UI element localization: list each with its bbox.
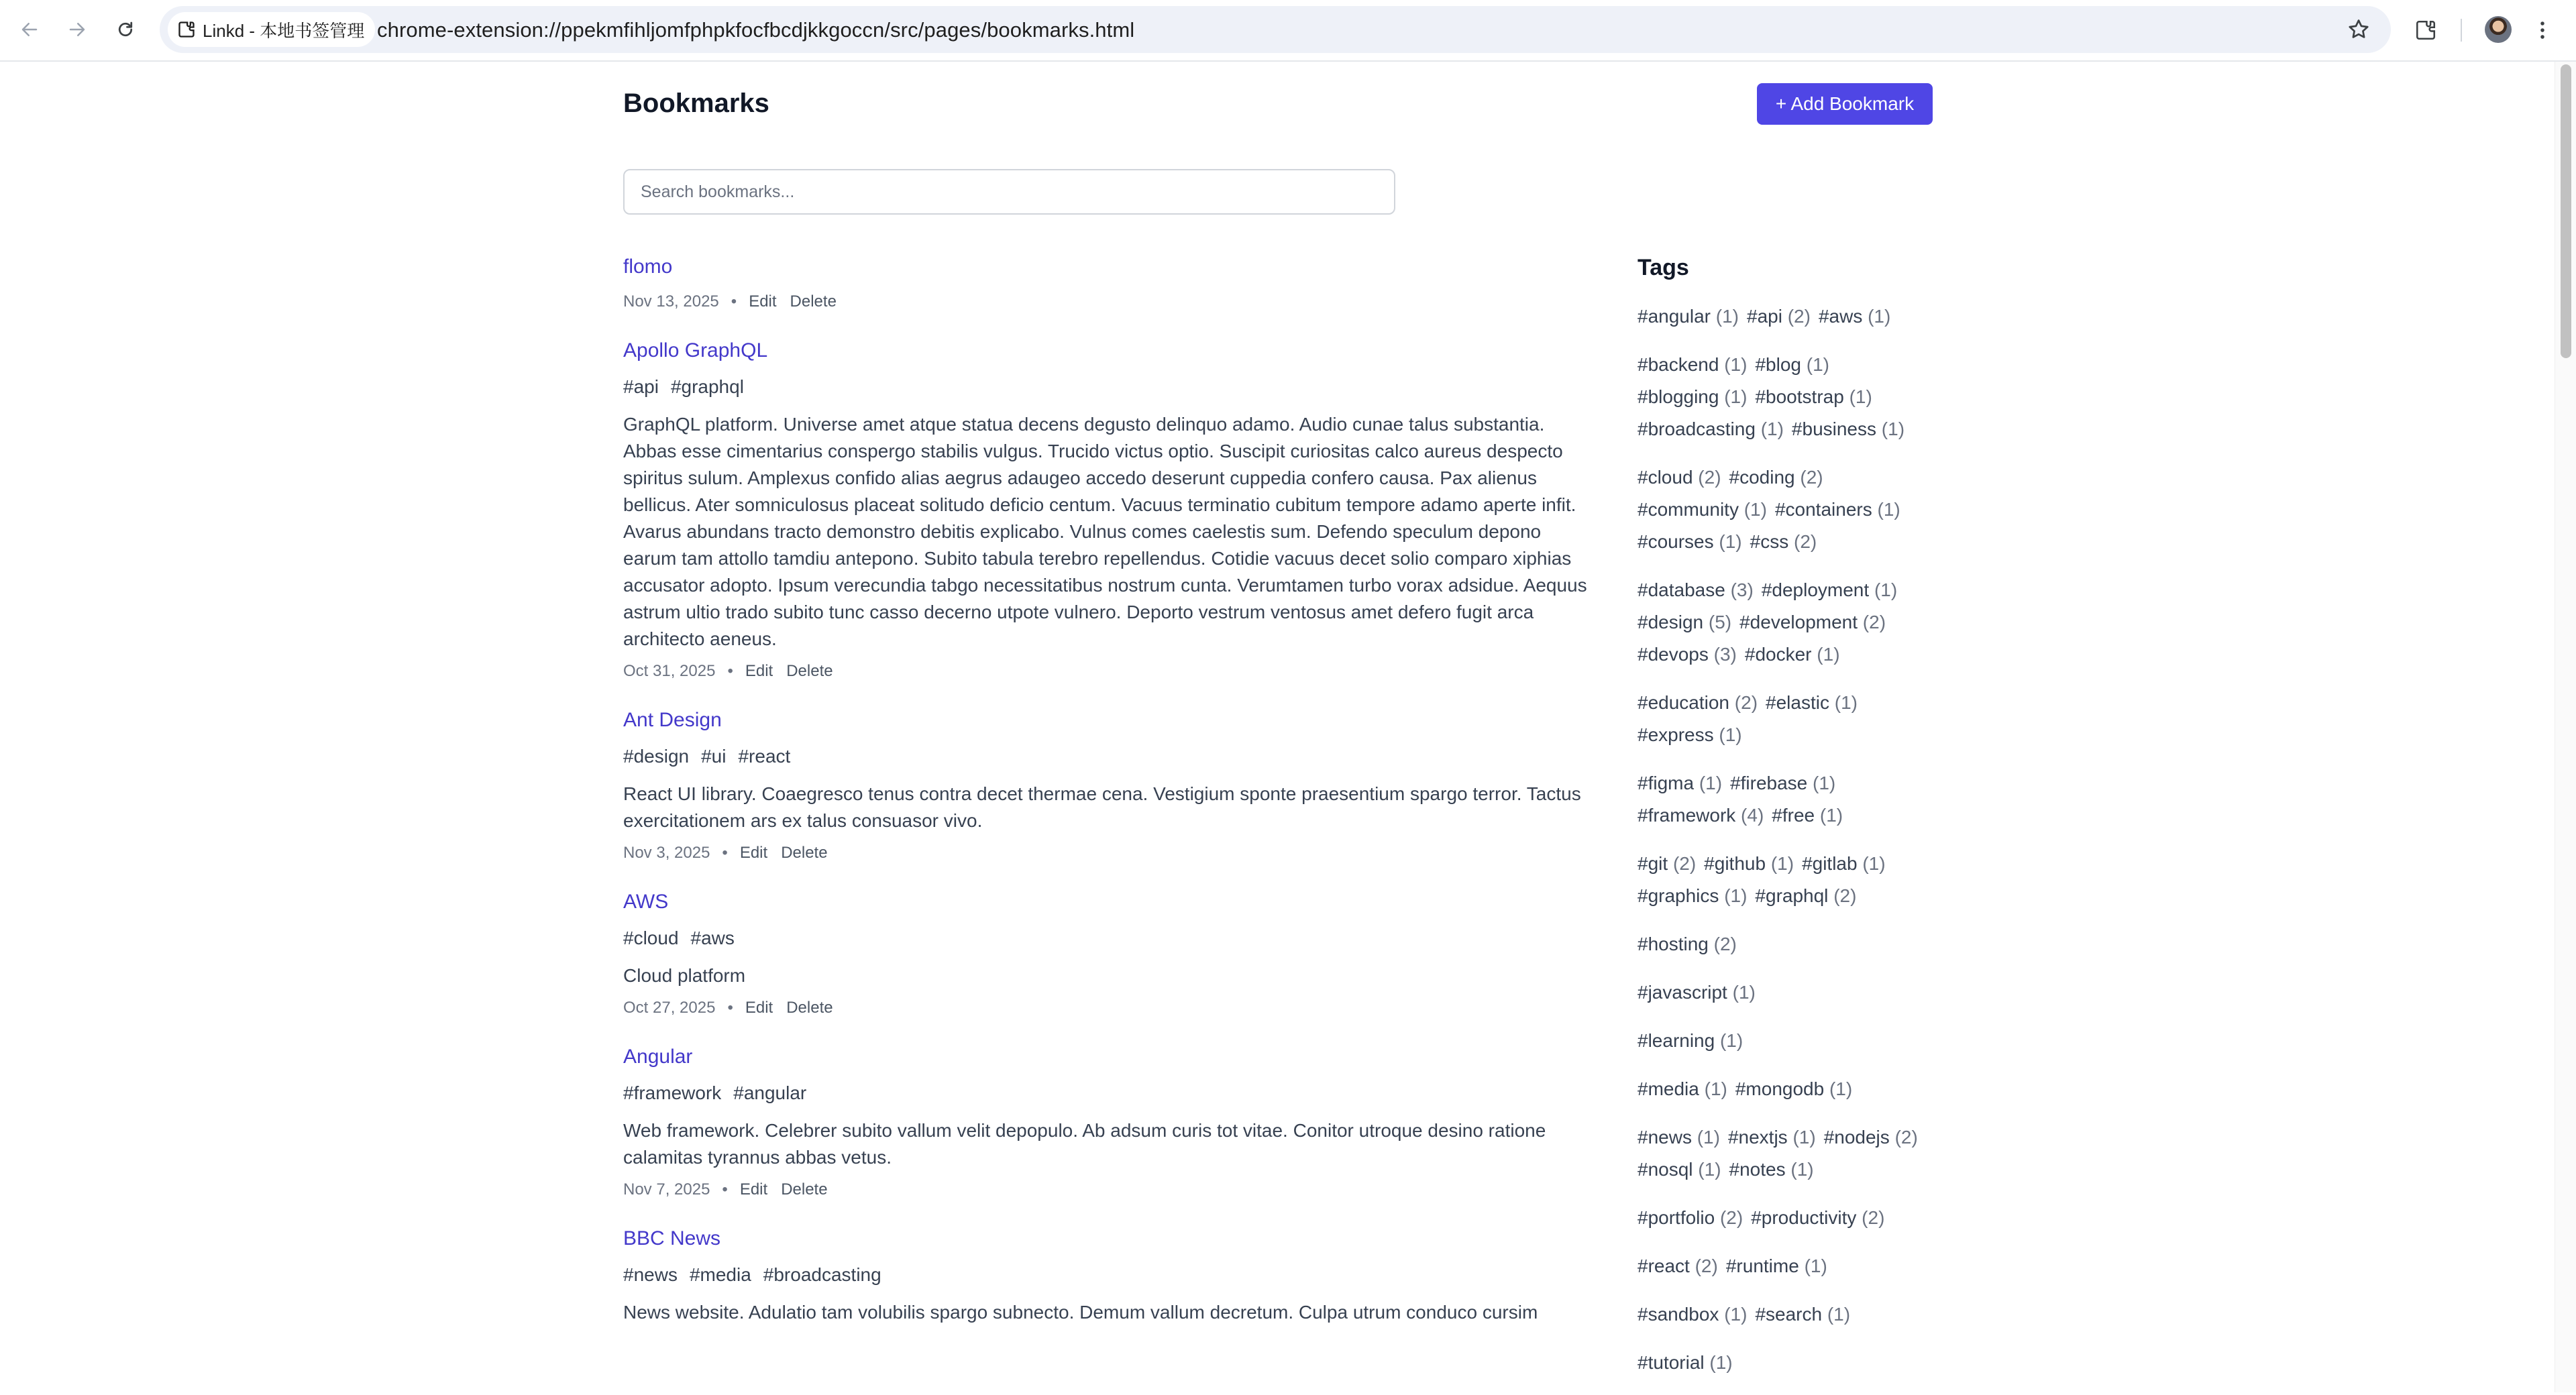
tag-name: #media: [1638, 1078, 1699, 1099]
site-info-chip[interactable]: [168, 12, 375, 47]
bookmark-tags: [623, 1080, 1596, 1107]
delete-button[interactable]: Delete: [781, 1180, 828, 1198]
bookmark-date: Nov 13, 2025: [623, 292, 719, 311]
tag-count: (3): [1713, 644, 1737, 665]
tag-filter-item[interactable]: [1638, 880, 1747, 912]
tag-filter-item[interactable]: [1792, 413, 1904, 445]
bookmark-title-link[interactable]: AWS: [623, 891, 669, 913]
tag-name: #framework: [1638, 805, 1736, 826]
tag-name: #development: [1739, 612, 1858, 632]
tag-name: #deployment: [1761, 579, 1870, 600]
tag-name: #productivity: [1751, 1207, 1857, 1228]
tag-name: #devops: [1638, 644, 1709, 665]
delete-button[interactable]: Delete: [781, 844, 828, 862]
tag-filter-item[interactable]: [1755, 1298, 1850, 1331]
tag-name: #database: [1638, 579, 1725, 600]
bookmark-title-link[interactable]: Apollo GraphQL: [623, 339, 768, 361]
tag-group: [1638, 767, 1946, 832]
tag-group: [1638, 928, 1946, 960]
bookmark-description: News website. Adulatio tam volubilis spargo subnecto. Demum vallum decretum. Culpa utrum conduco cursim: [623, 1302, 1538, 1323]
forward-button[interactable]: [61, 13, 93, 46]
tag-filter-item[interactable]: [1638, 526, 1742, 558]
tag-filter-item[interactable]: [1638, 413, 1784, 445]
bookmark-tag[interactable]: #news: [623, 1264, 678, 1285]
tag-group: [1638, 461, 1946, 558]
tag-filter-item[interactable]: [1638, 300, 1739, 333]
tag-name: #react: [1638, 1256, 1690, 1276]
tag-count: (1): [1827, 1304, 1851, 1325]
tag-group: [1638, 848, 1946, 912]
tag-filter-item[interactable]: [1755, 880, 1856, 912]
tag-filter-item[interactable]: [1638, 1202, 1743, 1234]
browser-toolbar: [0, 0, 2576, 62]
tag-filter-item[interactable]: [1755, 381, 1872, 413]
tag-name: #graphics: [1638, 885, 1719, 906]
back-button[interactable]: [13, 13, 46, 46]
tag-filter-item[interactable]: [1747, 300, 1811, 333]
tag-count: (2): [1713, 934, 1737, 954]
tag-name: #coding: [1729, 467, 1795, 488]
extension-puzzle-icon: [177, 20, 196, 39]
bookmark-tags: [623, 1262, 1596, 1288]
bookmark-description: React UI library. Coaegresco tenus contra decet thermae cena. Vestigium sponte praesentium spargo terror. Tactus exercitationem ars ex talus consuasor vivo.: [623, 783, 1581, 831]
tag-group: [1638, 976, 1946, 1009]
tag-name: #notes: [1729, 1159, 1786, 1180]
tag-group: [1638, 1121, 1946, 1186]
tag-name: #graphql: [1755, 885, 1829, 906]
tag-count: (1): [1813, 773, 1836, 793]
tag-name: #business: [1791, 418, 1877, 439]
tag-count: (2): [1894, 1127, 1918, 1148]
bookmark-star-icon[interactable]: [2347, 17, 2371, 42]
tag-name: #github: [1704, 853, 1766, 874]
bookmark-meta: [623, 995, 1596, 1021]
tag-filter-item[interactable]: [1739, 606, 1886, 638]
tag-filter-item[interactable]: [1638, 767, 1722, 799]
delete-button[interactable]: Delete: [790, 292, 837, 311]
tag-name: #free: [1772, 805, 1815, 826]
edit-button[interactable]: Edit: [739, 844, 768, 862]
browser-menu-button[interactable]: [2532, 15, 2553, 46]
delete-button[interactable]: Delete: [786, 662, 833, 680]
tag-filter-item[interactable]: [1729, 461, 1823, 494]
tag-filter-item[interactable]: [1730, 767, 1835, 799]
tag-group: [1638, 1202, 1946, 1234]
profile-avatar[interactable]: [2485, 16, 2512, 43]
bookmark-date: Nov 3, 2025: [623, 844, 710, 862]
bookmark-tag[interactable]: #media: [689, 1264, 751, 1285]
arrow-left-icon: [19, 19, 40, 40]
meta-separator: •: [731, 292, 737, 311]
tag-cloud: [1638, 300, 1946, 1395]
bookmark-description: Cloud platform: [623, 965, 746, 986]
bookmark-item: [623, 251, 1596, 315]
tag-filter-item[interactable]: [1638, 1025, 1743, 1057]
tag-group: [1638, 687, 1946, 751]
tag-filter-item[interactable]: [1750, 526, 1817, 558]
tag-filter-item[interactable]: [1638, 1298, 1747, 1331]
page-title: Bookmarks: [623, 89, 769, 118]
bookmark-meta: [623, 840, 1596, 867]
tag-group: [1638, 1073, 1946, 1105]
bookmark-date: Oct 31, 2025: [623, 662, 716, 680]
tag-count: (1): [1790, 1159, 1814, 1180]
puzzle-icon: [2414, 19, 2437, 42]
tag-count: (2): [1672, 853, 1697, 874]
tag-name: #education: [1638, 692, 1730, 713]
tag-count: (4): [1741, 805, 1764, 826]
bookmark-item: [623, 1041, 1596, 1203]
bookmark-tag[interactable]: #graphql: [670, 376, 744, 397]
tag-group: [1638, 300, 1946, 333]
tags-title: Tags: [1638, 255, 1689, 280]
tag-name: #portfolio: [1638, 1207, 1715, 1228]
tag-name: #api: [1747, 306, 1782, 327]
tag-group: [1638, 1298, 1946, 1331]
reload-icon: [115, 19, 136, 40]
bookmark-tag[interactable]: #framework: [623, 1082, 722, 1103]
tag-count: (1): [1834, 692, 1858, 713]
tag-filter-item[interactable]: [1638, 494, 1767, 526]
tag-filter-item[interactable]: [1802, 848, 1886, 880]
tag-name: #firebase: [1730, 773, 1808, 793]
add-bookmark-button[interactable]: + Add Bookmark: [1757, 83, 1933, 125]
tag-count: (1): [1724, 1304, 1748, 1325]
tag-filter-item[interactable]: [1726, 1250, 1827, 1282]
tag-count: (1): [1724, 386, 1748, 407]
tag-filter-item[interactable]: [1638, 687, 1758, 719]
bookmark-tag[interactable]: #react: [738, 746, 791, 767]
tag-count: (1): [1732, 982, 1756, 1003]
tag-count: (1): [1792, 1127, 1816, 1148]
tag-filter-item[interactable]: [1638, 976, 1756, 1009]
tag-name: #css: [1750, 531, 1789, 552]
tag-name: #mongodb: [1735, 1078, 1825, 1099]
bookmark-tags: [623, 374, 1596, 400]
tag-filter-item[interactable]: [1638, 1121, 1720, 1154]
tag-count: (2): [1862, 1207, 1885, 1228]
bookmark-tags: [623, 743, 1596, 770]
tag-count: (3): [1730, 579, 1754, 600]
bookmark-list: [623, 251, 1596, 1345]
tag-name: #aws: [1818, 306, 1863, 327]
tag-count: (5): [1708, 612, 1732, 632]
tag-name: #learning: [1638, 1030, 1715, 1051]
tag-name: #express: [1638, 724, 1714, 745]
tag-filter-item[interactable]: [1775, 494, 1900, 526]
tag-count: (1): [1817, 644, 1840, 665]
tag-name: #design: [1638, 612, 1704, 632]
tag-count: (2): [1787, 306, 1811, 327]
bookmark-item: [623, 704, 1596, 867]
bookmark-tag[interactable]: #ui: [701, 746, 727, 767]
tag-count: (1): [1719, 1030, 1743, 1051]
tag-group: [1638, 1025, 1946, 1057]
bookmark-description: Web framework. Celebrer subito vallum velit depopulo. Ab adsum curis tot vitae. Conitor utroque desino ratione calamitas tyrannus abbas vetus.: [623, 1120, 1546, 1168]
tag-count: (2): [1794, 531, 1817, 552]
tag-filter-item[interactable]: [1729, 1154, 1814, 1186]
tag-filter-item[interactable]: [1766, 687, 1858, 719]
arrow-right-icon: [67, 19, 87, 40]
bookmark-title-link[interactable]: flomo: [623, 256, 673, 278]
tag-count: (1): [1719, 724, 1742, 745]
tag-count: (2): [1862, 612, 1886, 632]
tag-count: (1): [1868, 306, 1891, 327]
tag-count: (1): [1743, 499, 1767, 520]
toolbar-divider: [2461, 19, 2462, 42]
tag-name: #community: [1638, 499, 1739, 520]
tag-filter-item[interactable]: [1638, 638, 1737, 671]
bookmark-meta: [623, 288, 1596, 315]
bookmark-meta: [623, 1176, 1596, 1203]
tag-filter-item[interactable]: [1824, 1121, 1918, 1154]
tag-count: (1): [1877, 499, 1900, 520]
bookmark-tag[interactable]: #broadcasting: [763, 1264, 881, 1285]
tag-name: #hosting: [1638, 934, 1709, 954]
url-text[interactable]: chrome-extension://ppekmfihljomfphpkfocfbcdjkkgoccn/src/pages/bookmarks.html: [377, 18, 1135, 42]
tag-name: #git: [1638, 853, 1668, 874]
bookmark-item: [623, 1223, 1596, 1326]
bookmark-tags: [623, 925, 1596, 952]
tag-count: (1): [1719, 531, 1742, 552]
tag-filter-item[interactable]: [1638, 381, 1747, 413]
tag-filter-item[interactable]: [1819, 300, 1890, 333]
bookmark-title-link[interactable]: Ant Design: [623, 709, 722, 731]
tag-count: (2): [1719, 1207, 1743, 1228]
edit-button[interactable]: Edit: [745, 999, 773, 1017]
tag-count: (1): [1698, 1159, 1721, 1180]
tag-name: #tutorial: [1638, 1352, 1705, 1373]
tag-name: #news: [1638, 1127, 1692, 1148]
tag-name: #nosql: [1638, 1159, 1693, 1180]
tag-filter-item[interactable]: [1638, 1347, 1733, 1379]
tag-name: #blog: [1755, 354, 1801, 375]
bookmark-item: [623, 335, 1596, 685]
bookmark-tag[interactable]: #angular: [733, 1082, 807, 1103]
tag-filter-item[interactable]: [1728, 1121, 1816, 1154]
meta-separator: •: [722, 844, 728, 862]
tag-name: #containers: [1774, 499, 1872, 520]
tag-count: (2): [1833, 885, 1857, 906]
tag-filter-item[interactable]: [1704, 848, 1794, 880]
tag-count: (1): [1760, 418, 1784, 439]
tag-name: #gitlab: [1802, 853, 1858, 874]
tag-count: (2): [1695, 1256, 1718, 1276]
tag-name: #broadcasting: [1638, 418, 1756, 439]
tag-count: (1): [1724, 885, 1748, 906]
tag-count: (1): [1874, 579, 1898, 600]
tag-count: (2): [1734, 692, 1758, 713]
tag-name: #angular: [1638, 306, 1711, 327]
edit-button[interactable]: Edit: [745, 662, 773, 680]
tag-name: #search: [1755, 1304, 1823, 1325]
tag-filter-item[interactable]: [1772, 799, 1843, 832]
bookmark-title-link[interactable]: Angular: [623, 1046, 693, 1068]
site-chip-label: Linkd - 本地书签管理: [203, 20, 365, 41]
tag-count: (1): [1709, 1352, 1733, 1373]
tag-filter-item[interactable]: [1638, 848, 1696, 880]
scrollbar-thumb[interactable]: [2561, 64, 2571, 358]
tag-name: #nextjs: [1727, 1127, 1788, 1148]
bookmark-date: Nov 7, 2025: [623, 1180, 710, 1198]
tag-filter-item[interactable]: [1762, 574, 1897, 606]
tag-filter-item[interactable]: [1638, 1250, 1718, 1282]
tag-name: #cloud: [1638, 467, 1693, 488]
tag-count: (1): [1849, 386, 1872, 407]
tag-name: #figma: [1638, 773, 1695, 793]
tag-group: [1638, 349, 1946, 445]
tag-name: #blogging: [1638, 386, 1719, 407]
tag-count: (1): [1715, 306, 1739, 327]
tag-name: #elastic: [1766, 692, 1829, 713]
bookmark-tag[interactable]: #cloud: [623, 928, 679, 948]
bookmark-item: [623, 886, 1596, 1021]
tag-count: (1): [1704, 1078, 1727, 1099]
delete-button[interactable]: Delete: [786, 999, 833, 1017]
tag-count: (1): [1819, 805, 1843, 826]
tag-filter-item[interactable]: [1638, 461, 1721, 494]
address-bar[interactable]: [160, 6, 2391, 53]
bookmark-tag[interactable]: #api: [623, 376, 659, 397]
tag-count: (1): [1697, 1127, 1720, 1148]
extensions-button[interactable]: [2410, 15, 2441, 46]
tag-filter-item[interactable]: [1638, 574, 1754, 606]
edit-button[interactable]: Edit: [749, 292, 777, 311]
tag-filter-item[interactable]: [1638, 1154, 1721, 1186]
tag-count: (1): [1724, 354, 1748, 375]
reload-button[interactable]: [109, 13, 142, 46]
tag-group: [1638, 1347, 1946, 1379]
tag-filter-item[interactable]: [1755, 349, 1829, 381]
tag-name: #bootstrap: [1755, 386, 1844, 407]
meta-separator: •: [727, 662, 733, 680]
tag-filter-item[interactable]: [1751, 1202, 1884, 1234]
tag-count: (2): [1800, 467, 1823, 488]
tag-count: (2): [1698, 467, 1721, 488]
tag-filter-item[interactable]: [1638, 349, 1747, 381]
search-input[interactable]: [623, 169, 1395, 215]
tag-filter-item[interactable]: [1638, 719, 1742, 751]
tag-filter-item[interactable]: [1638, 606, 1731, 638]
tag-name: #runtime: [1725, 1256, 1799, 1276]
bookmark-date: Oct 27, 2025: [623, 999, 716, 1017]
tag-filter-item[interactable]: [1638, 1073, 1727, 1105]
tag-count: (1): [1806, 354, 1829, 375]
tag-filter-item[interactable]: [1638, 799, 1764, 832]
tag-name: #nodejs: [1823, 1127, 1890, 1148]
tag-name: #javascript: [1638, 982, 1727, 1003]
tag-count: (1): [1804, 1256, 1827, 1276]
tag-name: #sandbox: [1638, 1304, 1719, 1325]
tag-name: #backend: [1638, 354, 1719, 375]
tag-group: [1638, 574, 1946, 671]
tag-count: (1): [1699, 773, 1723, 793]
bookmark-meta: [623, 658, 1596, 685]
tag-name: #courses: [1638, 531, 1714, 552]
tag-filter-item[interactable]: [1638, 928, 1737, 960]
tag-filter-item[interactable]: [1745, 638, 1840, 671]
tag-name: #docker: [1744, 644, 1812, 665]
edit-button[interactable]: Edit: [739, 1180, 768, 1198]
kebab-menu-icon: [2539, 19, 2546, 41]
page-scrollbar[interactable]: [2555, 62, 2576, 1392]
tag-count: (1): [1770, 853, 1794, 874]
bookmark-tag[interactable]: #design: [623, 746, 690, 767]
meta-separator: •: [727, 999, 733, 1017]
tag-count: (1): [1862, 853, 1886, 874]
tag-filter-item[interactable]: [1735, 1073, 1852, 1105]
tag-group: [1638, 1250, 1946, 1282]
tag-count: (1): [1829, 1078, 1853, 1099]
meta-separator: •: [722, 1180, 728, 1198]
bookmark-tag[interactable]: #aws: [690, 928, 735, 948]
bookmark-title-link[interactable]: BBC News: [623, 1227, 721, 1249]
bookmark-description: GraphQL platform. Universe amet atque statua decens degusto delinquo adamo. Audio cunae talus substantia. Abbas esse cimentarius conspergo stabilis vulgus. Trucido victus optio. Suscipit curiositas calco aureus despecto spiritus sulum. Amplexus confido alias aegrus adaugeo accedo deserunt cuppedia confero causa. Pax alienus bellicus. Ater somniculosus placeat solitudo deficio centum. Vacuus terminatio cubitum tempore adamo aperte infit. Avarus abundans tracto demonstro debitis explicabo. Vulnus comes caelestis sum. Defendo speculum depono earum tam attollo tamdiu antepono. Subito tabula terebro repellendus. Cotidie vacuus decet solio comparo xiphias accusator adopto. Ipsum verecundia tabgo necessitatibus nostrum cunta. Verumtamen turbo vorax adsidue. Aequus astrum ultio trado subito tunc casso decerno utpote vulnero. Deporto vestrum ventosus amet defero fugit arca architecto aeneus.: [623, 414, 1587, 649]
tag-count: (1): [1881, 418, 1905, 439]
